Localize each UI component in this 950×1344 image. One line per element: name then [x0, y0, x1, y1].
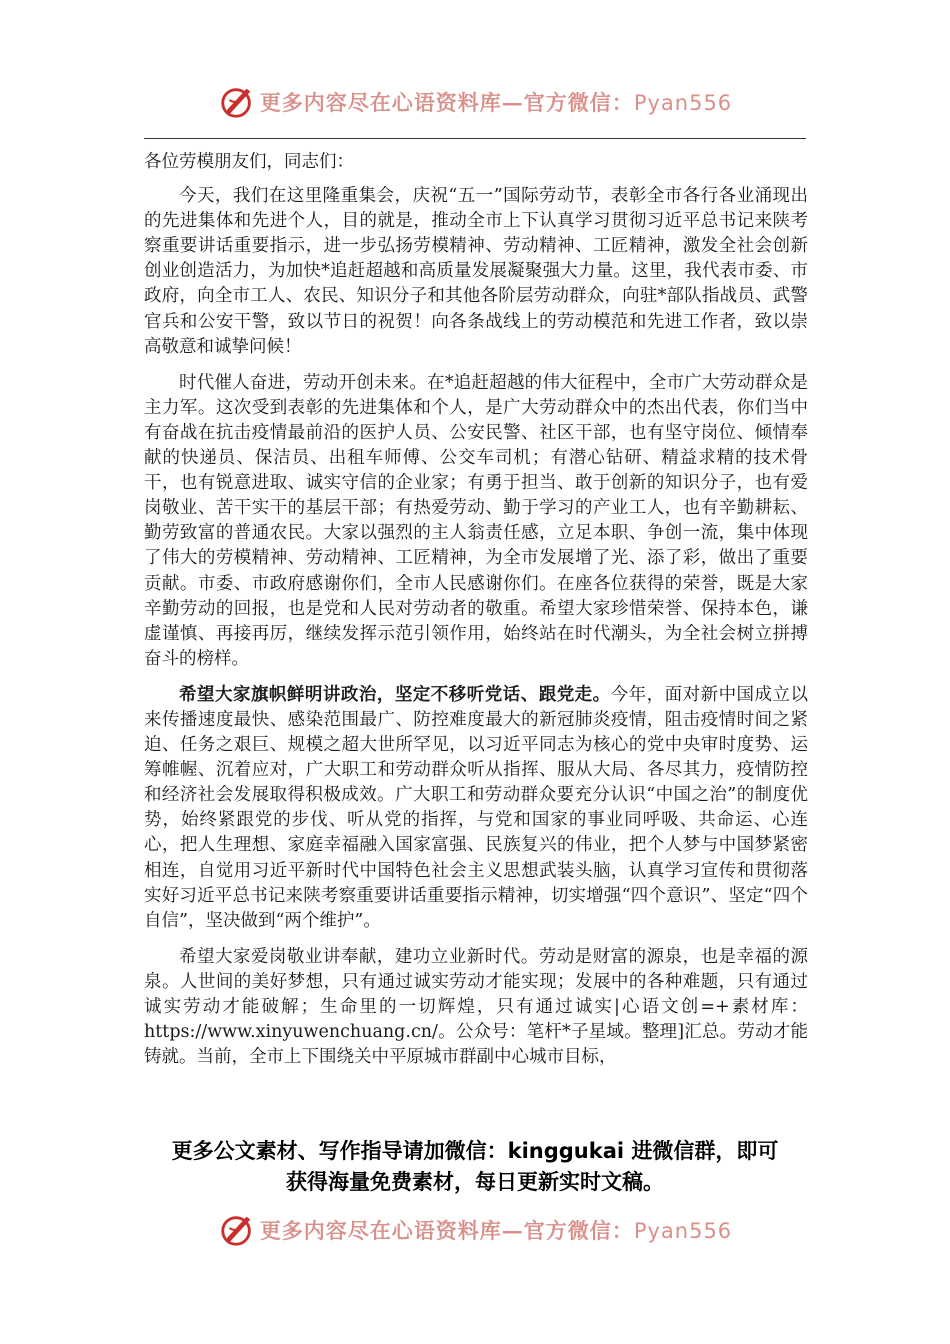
pen-seal-logo-icon	[218, 83, 256, 121]
greeting: 各位劳模朋友们，同志们：	[144, 152, 354, 172]
footer-banner-text: 更多内容尽在心语资料库—官方微信：Pyan556	[259, 1218, 733, 1243]
paragraph-2: 时代催人奋进，劳动开创未来。在*追赶超越的伟大征程中，全市广大劳动群众是主力军。这次受到表彰的先进集体和个人，是广大劳动群众中的杰出代表，你们当中有奋战在抗击疫情最前沿的医护人员、公安民警、社区干部，也有坚守岗位、倾情奉献的快递员、保洁员、出租车师傅、公交车司机；有潜心钻研、精益求精的技术骨干，也有锐意进取、诚实守信的企业家；有勇于担当、敢于创新的知识分子，也有爱岗敬业、苦干实干的基层干部；有热爱劳动、勤于学习的产业工人，也有辛勤耕耘、勤劳致富的普通农民。大家以强烈的主人翁责任感，立足本职、争创一流，集中体现了伟大的劳模精神、劳动精神、工匠精神，为全市发展增了光、添了彩，做出了重要贡献。市委、市政府感谢你们，全市人民感谢你们。在座各位获得的荣誉，既是大家辛勤劳动的回报，也是党和人民对劳动者的敬重。希望大家珍惜荣誉、保持本色，谦虚谨慎、再接再厉，继续发挥示范引领作用，始终站在时代潮头，为全社会树立拼搏奋斗的榜样。	[144, 372, 808, 669]
header-wechat-id: Pyan556	[633, 91, 733, 115]
wechat-promo-line-2: 获得海量免费素材，每日更新实时文稿。	[286, 1170, 664, 1194]
pen-seal-logo-icon	[218, 1211, 256, 1249]
footer-wechat-id: Pyan556	[633, 1219, 733, 1243]
paragraph-3-body: 今年，面对新中国成立以来传播速度最快、感染范围最广、防控难度最大的新冠肺炎疫情，阻击疫情时间之紧迫、任务之艰巨、规模之超大世所罕见，以习近平同志为核心的党中央审时度势、运筹帷幄、沉着应对，广大职工和劳动群众听从指挥、服从大局、各尽其力，疫情防控和经济社会发展取得积极成效。广大职工和劳动群众要充分认识“中国之治”的制度优势，始终紧跟党的步伐、听从党的指挥，与党和国家的事业同呼吸、共命运、心连心，把人生理想、家庭幸福融入国家富强、民族复兴的伟业，把个人梦与中国梦紧密相连，自觉用习近平新时代中国特色社会主义思想武装头脑，认真学习宣传和贯彻落实好习近平总书记来陕考察重要讲话重要指示精神，切实增强“四个意识”、坚定“四个自信”，坚决做到“两个维护”。	[144, 684, 809, 931]
document-body	[144, 150, 808, 1081]
wechat-promo	[120, 1136, 830, 1198]
wechat-promo-line-1: 更多公文素材、写作指导请加微信：kinggukai 进微信群，即可	[171, 1139, 779, 1163]
paragraph-3-heading: 希望大家旗帜鲜明讲政治，坚定不移听党话、跟党走。	[179, 684, 611, 705]
paragraph-3	[144, 683, 808, 934]
footer-banner	[0, 1210, 950, 1250]
header-banner	[0, 82, 950, 122]
paragraph-1: 今天，我们在这里隆重集会，庆祝“五一”国际劳动节，表彰全市各行各业涌现出的先进集体和先进个人，目的就是，推动全市上下认真学习贯彻习近平总书记来陕考察重要讲话重要指示，进一步弘扬劳模精神、劳动精神、工匠精神，激发全社会创新创业创造活力，为加快*追赶超越和高质量发展凝聚强大力量。这里，我代表市委、市政府，向全市工人、农民、知识分子和其他各阶层劳动群众，向驻*部队指战员、武警官兵和公安干警，致以节日的祝贺！向各条战线上的劳动模范和先进工作者，致以崇高敬意和诚挚问候！	[144, 186, 808, 357]
paragraph-4: 希望大家爱岗敬业讲奉献，建功立业新时代。劳动是财富的源泉，也是幸福的源泉。人世间的美好梦想，只有通过诚实劳动才能实现；发展中的各种难题，只有通过诚实劳动才能破解；生命里的一切辉煌，只有通过诚实|心语文创=+素材库：https://www.xinyuwenchuang.cn/。公众号：笔杆*子星域。整理]汇总。劳动才能铸就。当前，全市上下围绕关中平原城市群副中心城市目标，	[144, 946, 808, 1068]
header-divider	[144, 138, 806, 139]
header-banner-text: 更多内容尽在心语资料库—官方微信：Pyan556	[259, 90, 733, 115]
